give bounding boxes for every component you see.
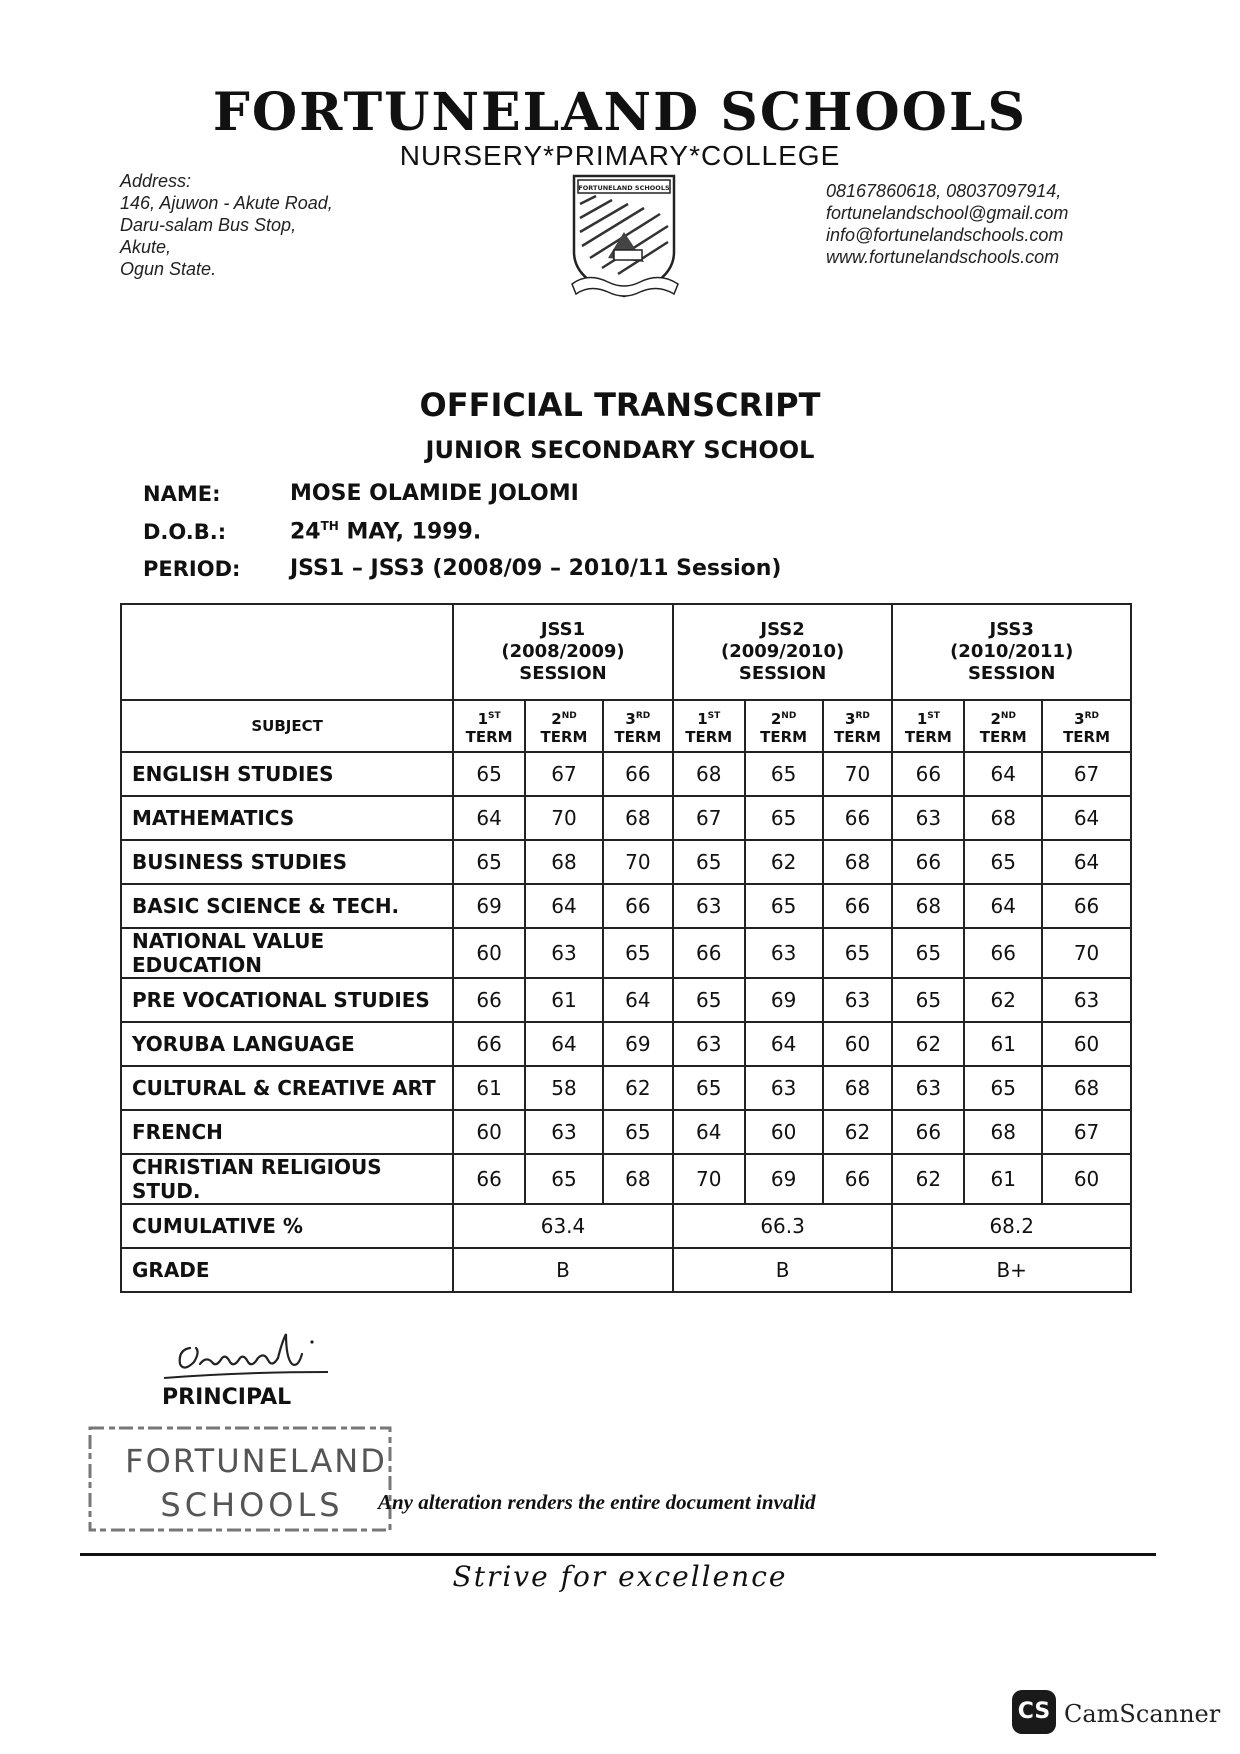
score-cell: 61 (453, 1066, 525, 1110)
address-line: Akute, (120, 237, 172, 257)
score-cell: 65 (823, 928, 893, 978)
address-line: Ogun State. (120, 259, 217, 279)
term-number: 1ST (697, 709, 721, 728)
term-header (525, 700, 603, 752)
school-name: FORTUNELAND SCHOOLS (212, 82, 1028, 143)
principal-label: PRINCIPAL (162, 1385, 292, 1410)
study-period: JSS1 – JSS3 (2008/09 – 2010/11 Session) (290, 556, 782, 581)
student-name: MOSE OLAMIDE JOLOMI (290, 481, 579, 506)
score-cell: 63 (892, 1066, 964, 1110)
period-label: PERIOD: (143, 557, 241, 581)
subject-name: YORUBA LANGUAGE (121, 1022, 453, 1066)
score-cell: 65 (673, 1066, 745, 1110)
score-cell: 64 (1042, 840, 1131, 884)
term-header (823, 700, 893, 752)
address-line: 146, Ajuwon - Akute Road, (120, 193, 333, 213)
score-cell: 68 (823, 1066, 893, 1110)
score-cell: 67 (673, 796, 745, 840)
cumulative-jss3: 68.2 (892, 1204, 1131, 1248)
term-header (673, 700, 745, 752)
session-header-jss1 (453, 604, 673, 700)
term-word: TERM (979, 727, 1027, 746)
score-cell: 64 (964, 752, 1042, 796)
term-number: 3RD (845, 709, 870, 728)
score-cell: 65 (964, 1066, 1042, 1110)
session-name: JSS3 (989, 619, 1034, 640)
session-label: SESSION (967, 663, 1056, 684)
crest-text: FORTUNELAND SCHOOLS (578, 184, 670, 192)
score-cell: 65 (453, 752, 525, 796)
score-cell: 65 (673, 840, 745, 884)
subject-header: SUBJECT (121, 700, 453, 752)
score-cell: 69 (603, 1022, 673, 1066)
contact-email: fortunelandschool@gmail.com (826, 203, 1069, 223)
grade-label: GRADE (121, 1248, 453, 1292)
grades-body (121, 752, 1131, 1204)
school-crest-icon (568, 170, 680, 302)
address-line: Daru-salam Bus Stop, (120, 215, 297, 235)
session-label: SESSION (519, 663, 607, 684)
dob-rest: MAY, 1999. (338, 519, 482, 545)
school-address (120, 170, 333, 280)
score-cell: 66 (673, 928, 745, 978)
score-cell: 66 (1042, 884, 1131, 928)
subject-row (121, 1154, 1131, 1204)
score-cell: 61 (964, 1022, 1042, 1066)
grade-jss3: B+ (892, 1248, 1131, 1292)
score-cell: 68 (964, 796, 1042, 840)
score-cell: 63 (745, 1066, 823, 1110)
subject-row (121, 840, 1131, 884)
score-cell: 66 (453, 1154, 525, 1204)
dob-suffix: TH (320, 519, 339, 533)
session-label: SESSION (738, 663, 827, 684)
score-cell: 68 (603, 1154, 673, 1204)
score-cell: 65 (603, 1110, 673, 1154)
name-label: NAME: (143, 482, 221, 506)
score-cell: 65 (525, 1154, 603, 1204)
score-cell: 66 (453, 1022, 525, 1066)
score-cell: 69 (745, 1154, 823, 1204)
score-cell: 70 (1042, 928, 1131, 978)
score-cell: 63 (892, 796, 964, 840)
subject-name: CULTURAL & CREATIVE ART (121, 1066, 453, 1110)
score-cell: 62 (892, 1022, 964, 1066)
score-cell: 70 (673, 1154, 745, 1204)
dob-label: D.O.B.: (143, 520, 227, 544)
dob-day: 24 (290, 519, 321, 545)
score-cell: 65 (453, 840, 525, 884)
grades-table (120, 603, 1132, 1293)
score-cell: 63 (525, 928, 603, 978)
score-cell: 65 (603, 928, 673, 978)
score-cell: 66 (892, 840, 964, 884)
score-cell: 65 (673, 978, 745, 1022)
term-word: TERM (540, 727, 588, 746)
contact-website: www.fortunelandschools.com (826, 247, 1060, 267)
score-cell: 66 (823, 1154, 893, 1204)
score-cell: 69 (745, 978, 823, 1022)
term-word: TERM (465, 727, 513, 746)
term-header (603, 700, 673, 752)
score-cell: 65 (964, 840, 1042, 884)
score-cell: 65 (745, 752, 823, 796)
stamp-line-1: FORTUNELAND (125, 1442, 387, 1480)
score-cell: 68 (892, 884, 964, 928)
term-header (964, 700, 1042, 752)
term-header (892, 700, 964, 752)
score-cell: 64 (525, 884, 603, 928)
student-dob (290, 519, 481, 544)
score-cell: 65 (745, 796, 823, 840)
score-cell: 65 (745, 884, 823, 928)
term-header-row (121, 700, 1131, 752)
score-cell: 65 (892, 928, 964, 978)
subject-row (121, 978, 1131, 1022)
score-cell: 62 (964, 978, 1042, 1022)
document-title: OFFICIAL TRANSCRIPT (419, 386, 821, 424)
subject-row (121, 1066, 1131, 1110)
score-cell: 69 (453, 884, 525, 928)
subject-row (121, 928, 1131, 978)
subject-row (121, 884, 1131, 928)
score-cell: 66 (453, 978, 525, 1022)
school-contact (826, 180, 1068, 268)
score-cell: 68 (1042, 1066, 1131, 1110)
session-header-jss3 (892, 604, 1131, 700)
session-header-jss2 (673, 604, 893, 700)
session-header-row (121, 604, 1131, 700)
subject-name: PRE VOCATIONAL STUDIES (121, 978, 453, 1022)
document-subtitle: JUNIOR SECONDARY SCHOOL (425, 436, 815, 464)
score-cell: 70 (603, 840, 673, 884)
score-cell: 70 (823, 752, 893, 796)
term-header (745, 700, 823, 752)
term-number: 1ST (477, 709, 501, 728)
footer-divider (80, 1553, 1156, 1556)
score-cell: 63 (673, 884, 745, 928)
score-cell: 63 (745, 928, 823, 978)
subject-name: ENGLISH STUDIES (121, 752, 453, 796)
term-number: 3RD (1074, 709, 1099, 728)
term-number: 1ST (916, 709, 940, 728)
score-cell: 66 (603, 752, 673, 796)
score-cell: 64 (964, 884, 1042, 928)
score-cell: 63 (673, 1022, 745, 1066)
subject-name: FRENCH (121, 1110, 453, 1154)
score-cell: 66 (892, 752, 964, 796)
score-cell: 60 (1042, 1022, 1131, 1066)
score-cell: 66 (964, 928, 1042, 978)
term-header (453, 700, 525, 752)
score-cell: 66 (603, 884, 673, 928)
score-cell: 61 (525, 978, 603, 1022)
subject-row (121, 1110, 1131, 1154)
subject-name: BUSINESS STUDIES (121, 840, 453, 884)
term-word: TERM (833, 727, 881, 746)
grade-jss1: B (453, 1248, 673, 1292)
score-cell: 62 (603, 1066, 673, 1110)
address-line: Address: (120, 171, 192, 191)
blank-header-cell (121, 604, 453, 700)
score-cell: 68 (964, 1110, 1042, 1154)
alteration-notice: Any alteration renders the entire document invalid (378, 1490, 816, 1514)
camscanner-watermark: CamScanner (1064, 1700, 1221, 1728)
term-word: TERM (1063, 727, 1111, 746)
stamp-line-2: SCHOOLS (160, 1486, 344, 1524)
session-years: (2009/2010) (720, 641, 845, 662)
score-cell: 68 (673, 752, 745, 796)
term-word: TERM (685, 727, 733, 746)
session-name: JSS1 (540, 619, 586, 640)
cumulative-jss1: 63.4 (453, 1204, 673, 1248)
grade-row (121, 1248, 1131, 1292)
contact-email: info@fortunelandschools.com (826, 225, 1064, 245)
score-cell: 67 (1042, 1110, 1131, 1154)
subject-name: BASIC SCIENCE & TECH. (121, 884, 453, 928)
score-cell: 64 (745, 1022, 823, 1066)
subject-row (121, 796, 1131, 840)
contact-phones: 08167860618, 08037097914, (826, 181, 1062, 201)
grade-jss2: B (673, 1248, 893, 1292)
term-word: TERM (760, 727, 808, 746)
score-cell: 64 (603, 978, 673, 1022)
subject-name: NATIONAL VALUE EDUCATION (121, 928, 453, 978)
score-cell: 65 (892, 978, 964, 1022)
score-cell: 63 (823, 978, 893, 1022)
term-number: 2ND (551, 709, 577, 728)
school-stamp-icon (84, 1420, 402, 1538)
score-cell: 64 (1042, 796, 1131, 840)
score-cell: 68 (525, 840, 603, 884)
score-cell: 67 (1042, 752, 1131, 796)
subject-row (121, 1022, 1131, 1066)
score-cell: 66 (823, 796, 893, 840)
score-cell: 63 (1042, 978, 1131, 1022)
score-cell: 60 (1042, 1154, 1131, 1204)
score-cell: 60 (453, 928, 525, 978)
score-cell: 66 (892, 1110, 964, 1154)
score-cell: 68 (603, 796, 673, 840)
camscanner-logo-icon: CS (1012, 1690, 1056, 1734)
score-cell: 64 (673, 1110, 745, 1154)
subject-row (121, 752, 1131, 796)
score-cell: 62 (745, 840, 823, 884)
subject-name: MATHEMATICS (121, 796, 453, 840)
score-cell: 60 (453, 1110, 525, 1154)
session-name: JSS2 (760, 619, 805, 640)
subject-name: CHRISTIAN RELIGIOUS STUD. (121, 1154, 453, 1204)
school-motto: Strive for excellence (452, 1560, 788, 1593)
score-cell: 67 (525, 752, 603, 796)
score-cell: 62 (892, 1154, 964, 1204)
score-cell: 58 (525, 1066, 603, 1110)
score-cell: 70 (525, 796, 603, 840)
score-cell: 63 (525, 1110, 603, 1154)
score-cell: 62 (823, 1110, 893, 1154)
score-cell: 68 (823, 840, 893, 884)
term-number: 3RD (625, 709, 651, 728)
score-cell: 66 (823, 884, 893, 928)
score-cell: 64 (453, 796, 525, 840)
term-number: 2ND (770, 709, 797, 728)
school-subtitle: NURSERY*PRIMARY*COLLEGE (399, 140, 841, 171)
score-cell: 64 (525, 1022, 603, 1066)
cumulative-label: CUMULATIVE % (121, 1204, 453, 1248)
session-years: (2010/2011) (950, 641, 1074, 662)
term-header (1042, 700, 1131, 752)
score-cell: 60 (745, 1110, 823, 1154)
term-word: TERM (904, 727, 952, 746)
principal-signature-icon (160, 1328, 350, 1384)
score-cell: 60 (823, 1022, 893, 1066)
score-cell: 61 (964, 1154, 1042, 1204)
cumulative-jss2: 66.3 (673, 1204, 893, 1248)
session-years: (2008/2009) (501, 641, 625, 662)
cumulative-row (121, 1204, 1131, 1248)
term-number: 2ND (990, 709, 1016, 728)
term-word: TERM (614, 727, 662, 746)
